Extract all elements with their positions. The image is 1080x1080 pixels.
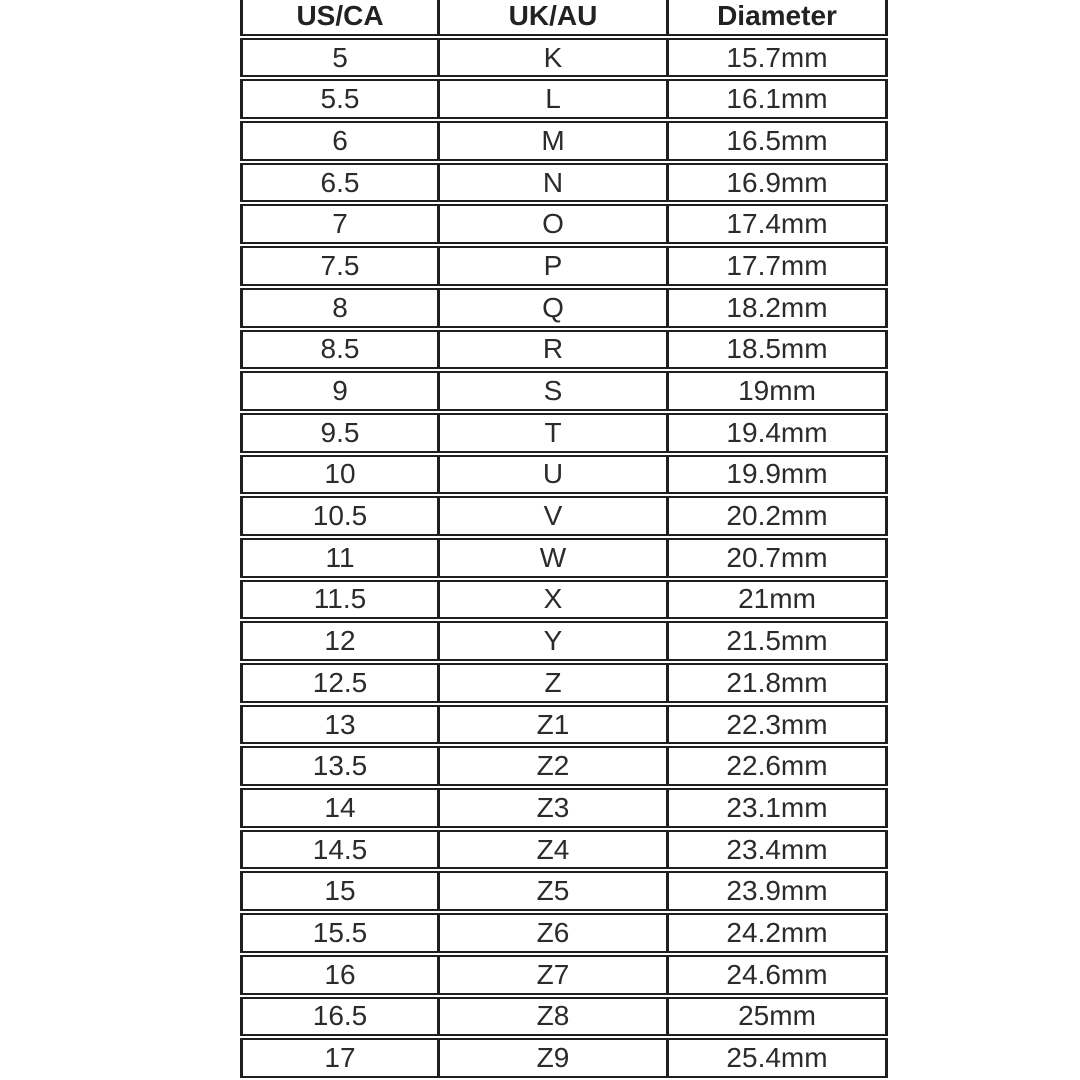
cell-ukau: Z4 <box>440 830 669 870</box>
cell-usca: 6.5 <box>240 163 440 203</box>
table-row <box>240 621 888 661</box>
cell-usca: 13.5 <box>240 746 440 786</box>
cell-usca: 12.5 <box>240 663 440 703</box>
table-row <box>240 246 888 286</box>
cell-diameter: 24.6mm <box>669 955 888 995</box>
table-row <box>240 288 888 328</box>
table-row <box>240 79 888 119</box>
cell-ukau: W <box>440 538 669 578</box>
cell-usca: 16.5 <box>240 997 440 1037</box>
table-row <box>240 538 888 578</box>
cell-ukau: M <box>440 121 669 161</box>
cell-diameter: 20.2mm <box>669 496 888 536</box>
cell-diameter: 25mm <box>669 997 888 1037</box>
cell-diameter: 15.7mm <box>669 38 888 78</box>
cell-ukau: Z7 <box>440 955 669 995</box>
column-header-usca: US/CA <box>240 0 440 36</box>
cell-diameter: 18.2mm <box>669 288 888 328</box>
table-row <box>240 204 888 244</box>
cell-diameter: 17.4mm <box>669 204 888 244</box>
table-row <box>240 871 888 911</box>
cell-usca: 15 <box>240 871 440 911</box>
table-row <box>240 330 888 370</box>
cell-usca: 9 <box>240 371 440 411</box>
cell-usca: 5 <box>240 38 440 78</box>
cell-ukau: Z6 <box>440 913 669 953</box>
cell-diameter: 21.5mm <box>669 621 888 661</box>
cell-usca: 14.5 <box>240 830 440 870</box>
cell-diameter: 17.7mm <box>669 246 888 286</box>
cell-usca: 5.5 <box>240 79 440 119</box>
cell-diameter: 16.1mm <box>669 79 888 119</box>
cell-ukau: Z1 <box>440 705 669 745</box>
cell-usca: 9.5 <box>240 413 440 453</box>
cell-usca: 17 <box>240 1038 440 1078</box>
cell-diameter: 22.6mm <box>669 746 888 786</box>
cell-usca: 7 <box>240 204 440 244</box>
table-row <box>240 955 888 995</box>
cell-diameter: 21mm <box>669 580 888 620</box>
cell-usca: 6 <box>240 121 440 161</box>
column-header-diameter: Diameter <box>669 0 888 36</box>
ring-size-table-container <box>240 0 888 1080</box>
cell-diameter: 22.3mm <box>669 705 888 745</box>
cell-diameter: 20.7mm <box>669 538 888 578</box>
cell-ukau: S <box>440 371 669 411</box>
cell-ukau: X <box>440 580 669 620</box>
table-row <box>240 663 888 703</box>
cell-usca: 11.5 <box>240 580 440 620</box>
table-row <box>240 38 888 78</box>
cell-usca: 11 <box>240 538 440 578</box>
table-row <box>240 580 888 620</box>
table-row <box>240 121 888 161</box>
cell-ukau: Y <box>440 621 669 661</box>
cell-usca: 13 <box>240 705 440 745</box>
cell-diameter: 21.8mm <box>669 663 888 703</box>
cell-ukau: V <box>440 496 669 536</box>
cell-ukau: O <box>440 204 669 244</box>
table-row <box>240 371 888 411</box>
cell-usca: 12 <box>240 621 440 661</box>
table-row <box>240 788 888 828</box>
cell-usca: 10.5 <box>240 496 440 536</box>
table-row <box>240 496 888 536</box>
cell-ukau: R <box>440 330 669 370</box>
table-row <box>240 455 888 495</box>
cell-diameter: 23.1mm <box>669 788 888 828</box>
cell-diameter: 23.4mm <box>669 830 888 870</box>
cell-diameter: 23.9mm <box>669 871 888 911</box>
table-row <box>240 830 888 870</box>
cell-usca: 16 <box>240 955 440 995</box>
cell-diameter: 19mm <box>669 371 888 411</box>
cell-ukau: Z8 <box>440 997 669 1037</box>
column-header-ukau: UK/AU <box>440 0 669 36</box>
cell-ukau: U <box>440 455 669 495</box>
cell-ukau: Z <box>440 663 669 703</box>
cell-ukau: N <box>440 163 669 203</box>
table-row <box>240 163 888 203</box>
cell-diameter: 16.5mm <box>669 121 888 161</box>
cell-ukau: P <box>440 246 669 286</box>
table-row <box>240 997 888 1037</box>
table-body <box>240 38 888 1078</box>
table-row <box>240 746 888 786</box>
cell-usca: 10 <box>240 455 440 495</box>
cell-usca: 15.5 <box>240 913 440 953</box>
cell-diameter: 16.9mm <box>669 163 888 203</box>
cell-ukau: Z2 <box>440 746 669 786</box>
ring-size-table <box>240 0 888 1080</box>
cell-usca: 8 <box>240 288 440 328</box>
cell-ukau: T <box>440 413 669 453</box>
table-row <box>240 413 888 453</box>
cell-ukau: K <box>440 38 669 78</box>
table-row <box>240 1038 888 1078</box>
table-header-row <box>240 0 888 36</box>
cell-usca: 7.5 <box>240 246 440 286</box>
cell-diameter: 18.5mm <box>669 330 888 370</box>
cell-ukau: Z5 <box>440 871 669 911</box>
cell-ukau: Z9 <box>440 1038 669 1078</box>
cell-diameter: 25.4mm <box>669 1038 888 1078</box>
table-row <box>240 913 888 953</box>
cell-ukau: Q <box>440 288 669 328</box>
cell-usca: 8.5 <box>240 330 440 370</box>
cell-ukau: Z3 <box>440 788 669 828</box>
cell-ukau: L <box>440 79 669 119</box>
cell-diameter: 19.4mm <box>669 413 888 453</box>
table-row <box>240 705 888 745</box>
cell-diameter: 19.9mm <box>669 455 888 495</box>
cell-diameter: 24.2mm <box>669 913 888 953</box>
cell-usca: 14 <box>240 788 440 828</box>
